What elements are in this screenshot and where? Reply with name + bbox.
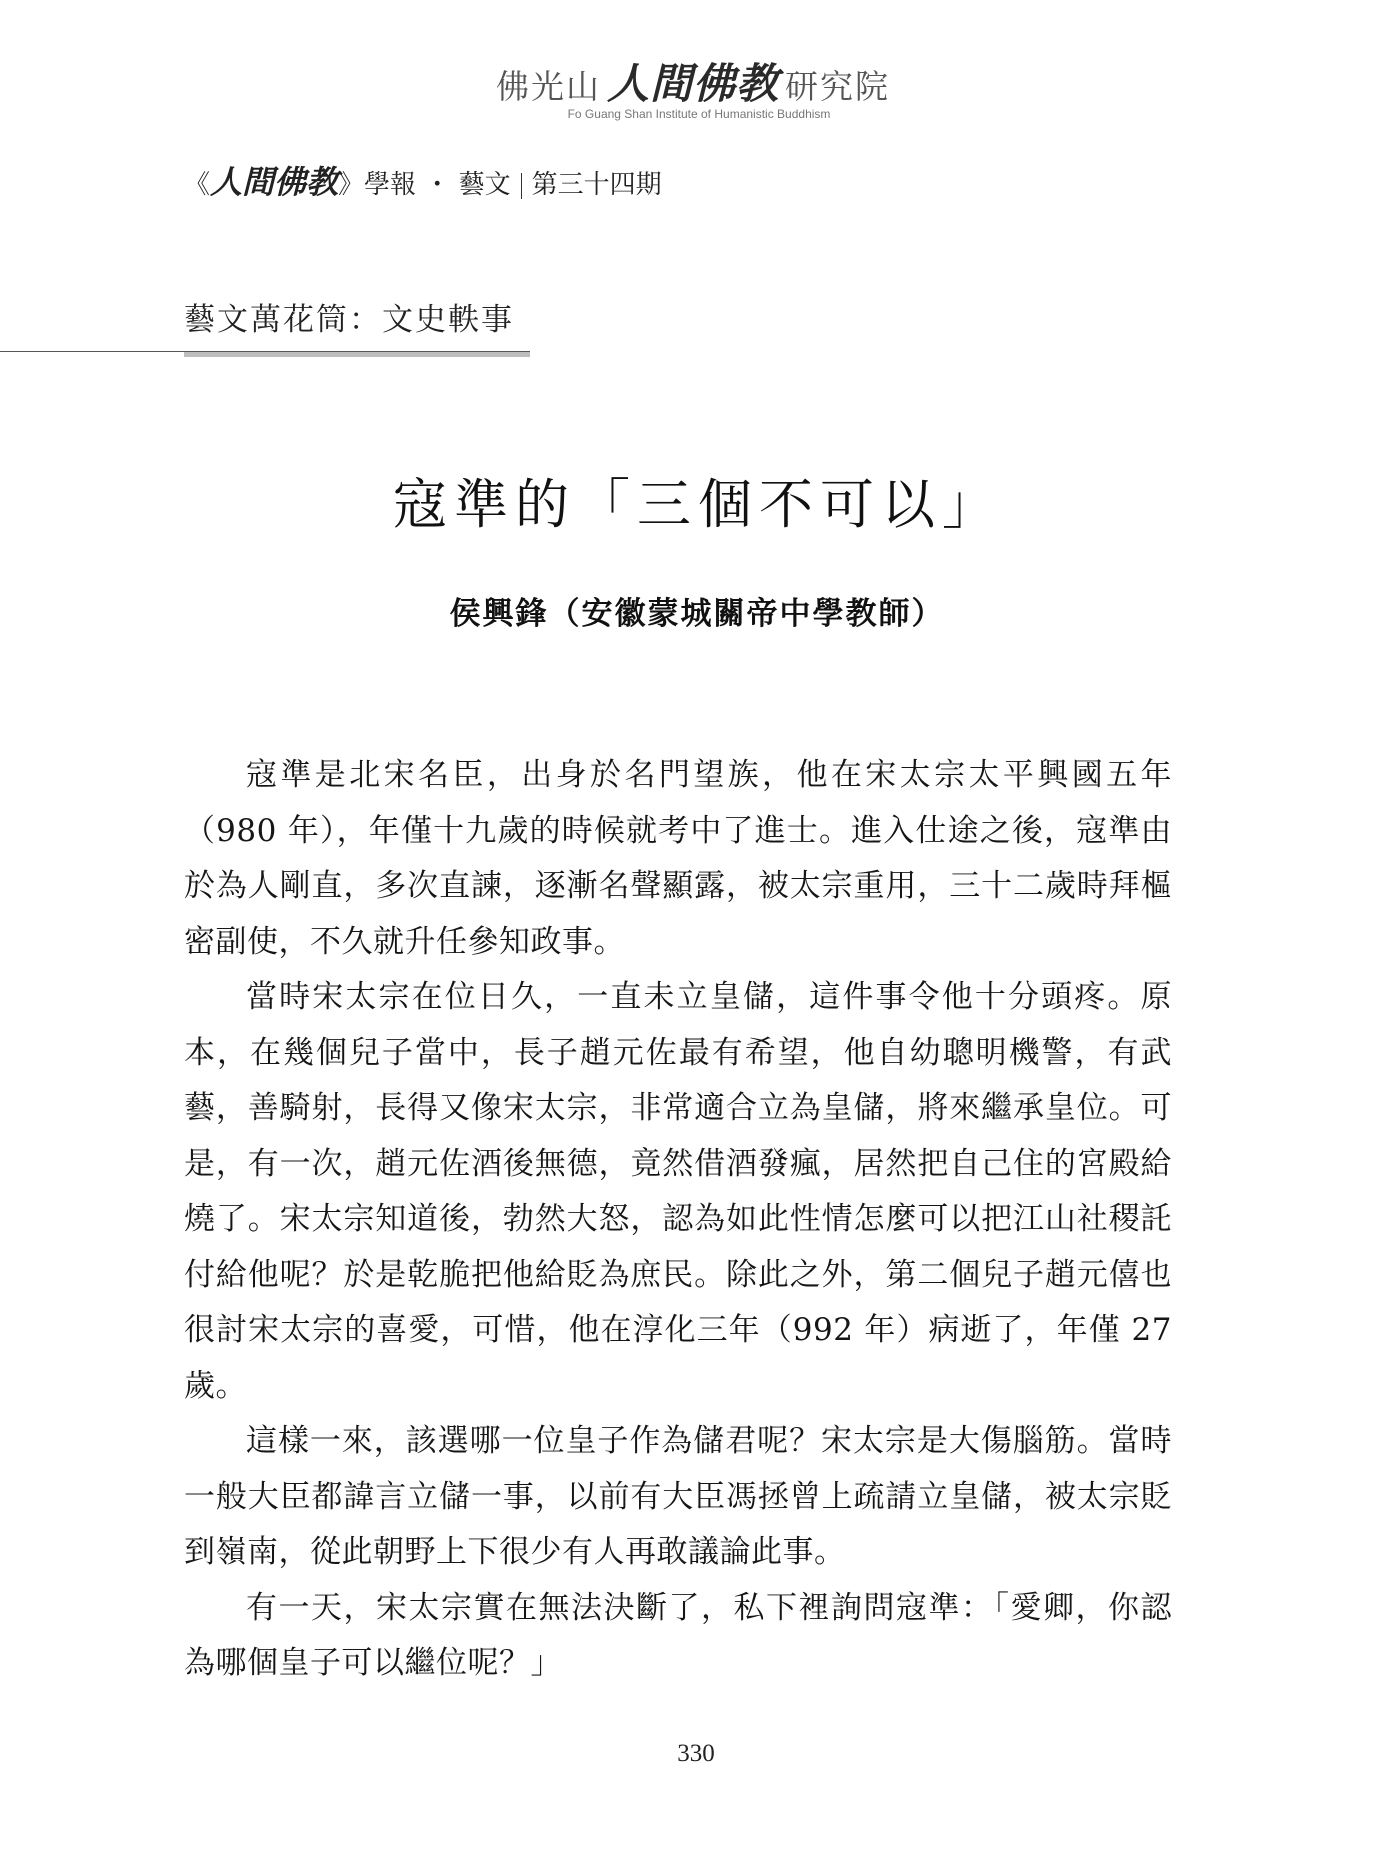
journal-issue: 第三十四期 (531, 170, 662, 200)
body-paragraph: 當時宋太宗在位日久，一直未立皇儲，這件事令他十分頭疼。原本，在幾個兒子當中，長子趙元佐最有希望，他自幼聰明機警，有武藝，善騎射，長得又像宋太宗，非常適合立為皇儲，將來繼承皇位。可是，有一次，趙元佐酒後無德，竟然借酒發瘋，居然把自己住的宮殿給燒了。宋太宗知道後，勃然大怒，認為如此性情怎麼可以把江山社稷託付給他呢？於是乾脆把他給貶為庶民。除此之外，第二個兒子趙元僖也很討宋太宗的喜愛，可惜，他在淳化三年（992 年）病逝了，年僅 27 歲。 (184, 979, 1172, 1404)
journal-open-bracket: 《 (184, 170, 211, 200)
article-author: 侯興鋒（安徽蒙城關帝中學教師） (449, 596, 945, 632)
institute-english-name: Fo Guang Shan Institute of Humanistic Buddhism (567, 107, 831, 121)
journal-brand-logo: 人間佛教 (210, 163, 339, 201)
article-body (184, 748, 1172, 1692)
institute-header (0, 59, 1386, 121)
institute-prefix: 佛光山 (495, 67, 601, 106)
body-paragraph: 有一天，宋太宗實在無法決斷了，私下裡詢問寇準：「愛卿，你認為哪個皇子可以繼位呢？」 (184, 1589, 1172, 1681)
journal-divider (521, 173, 522, 199)
institute-brand-logo: 人間佛教 (606, 59, 779, 108)
body-paragraph: 寇準是北宋名臣，出身於名門望族，他在宋太宗太平興國五年（980 年），年僅十九歲的時候就考中了進士。進入仕途之後，寇準由於為人剛直，多次直諫，逐漸名聲顯露，被太宗重用，三十二歲時拜樞密副使，不久就升任參知政事。 (184, 757, 1172, 960)
institute-name (0, 59, 1386, 109)
journal-section: 學報 ・ 藝文 (364, 170, 511, 200)
journal-running-head (184, 162, 662, 205)
page-number: 330 (677, 1740, 715, 1767)
article-title: 寇準的「三個不可以」 (393, 473, 1003, 536)
institute-suffix: 研究院 (785, 67, 890, 106)
section-label: 藝文萬花筒：文史軼事 (184, 302, 514, 338)
section-underline-bar (184, 352, 530, 357)
journal-close-bracket: 》 (338, 170, 365, 200)
body-paragraph: 這樣一來，該選哪一位皇子作為儲君呢？宋太宗是大傷腦筋。當時一般大臣都諱言立儲一事，以前有大臣馮拯曾上疏請立皇儲，被太宗貶到嶺南，從此朝野上下很少有人再敢議論此事。 (184, 1423, 1172, 1570)
